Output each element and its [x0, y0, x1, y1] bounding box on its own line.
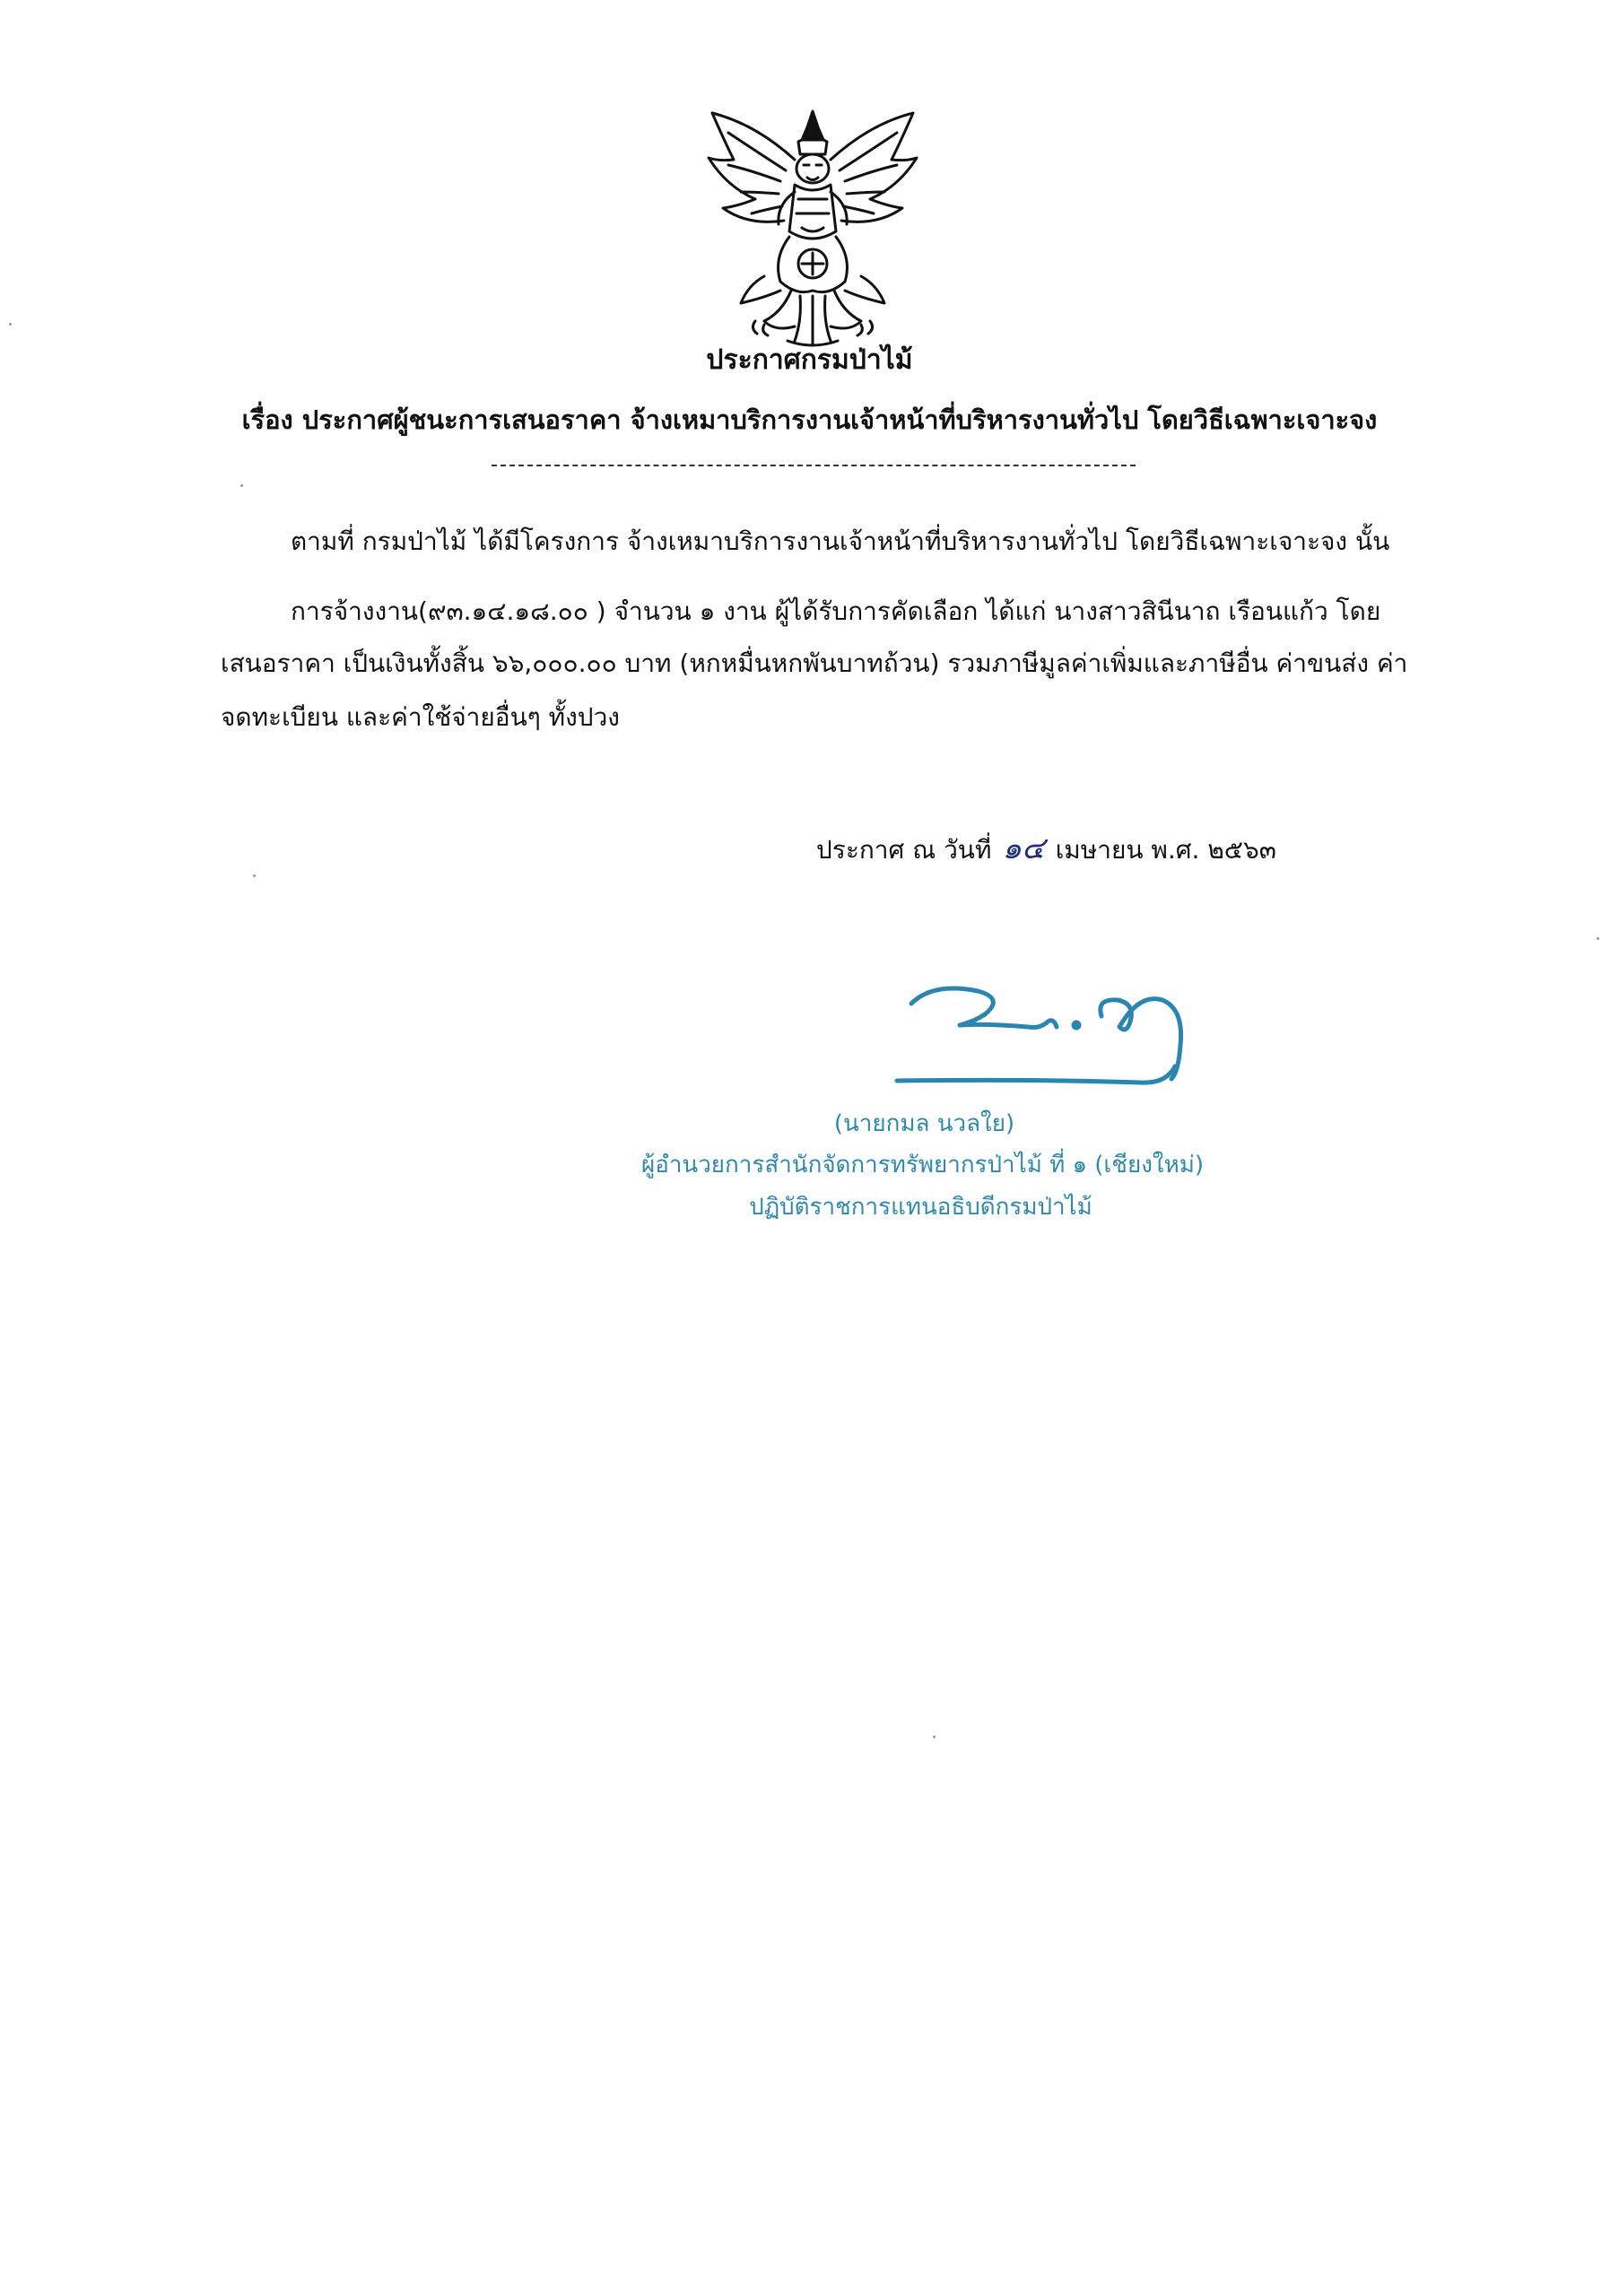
signatory-acting-title: ปฏิบัติราชการแทนอธิบดีกรมป่าไม้ [749, 1194, 1092, 1221]
body-paragraph-line: ตามที่ กรมป่าไม้ ได้มีโครงการ จ้างเหมาบริการงานเจ้าหน้าที่บริหารงานทั่วไป โดยวิธีเฉพาะเจาะจง นั้น [291, 526, 1390, 556]
garuda-emblem-icon [701, 106, 924, 350]
announcement-title: ประกาศกรมป่าไม้ [706, 344, 913, 376]
body-paragraph-line: การจ้างงาน(๙๓.๑๔.๑๘.๐๐ ) จำนวน ๑ งาน ผู้ได้รับการคัดเลือก ได้แก่ นางสาวสินีนาถ เรือนแก้ว โดย [291, 596, 1381, 626]
signatory-position: ผู้อำนวยการสำนักจัดการทรัพยากรป่าไม้ ที่ ๑ (เชียงใหม่) [640, 1152, 1205, 1178]
date-suffix: เมษายน พ.ศ. ๒๕๖๓ [1055, 835, 1276, 865]
date-prefix: ประกาศ ณ วันที่ [816, 835, 992, 865]
handwritten-signature-icon [870, 973, 1220, 1099]
date-day-handwritten: ๑๔ [1002, 831, 1045, 866]
scan-speck [933, 1735, 936, 1738]
body-paragraph-line: เสนอราคา เป็นเงินทั้งสิ้น ๖๖,๐๐๐.๐๐ บาท (หกหมื่นหกพันบาทถ้วน) รวมภาษีมูลค่าเพิ่มและภาษีอื่น ค่าขนส่ง ค่า [221, 648, 1408, 678]
announcement-subject: เรื่อง ประกาศผู้ชนะการเสนอราคา จ้างเหมาบริการงานเจ้าหน้าที่บริหารงานทั่วไป โดยวิธีเฉพาะเจาะจง [241, 404, 1378, 435]
signatory-name: (นายกมล นวลใย) [833, 1110, 1015, 1137]
dashed-divider [492, 465, 1136, 466]
scan-speck [9, 323, 12, 326]
body-paragraph-line: จดทะเบียน และค่าใช้จ่ายอื่นๆ ทั้งปวง [221, 702, 620, 732]
announcement-date [816, 823, 1276, 872]
scan-speck [1597, 937, 1599, 940]
scan-speck [240, 484, 243, 487]
scan-speck [253, 874, 256, 877]
